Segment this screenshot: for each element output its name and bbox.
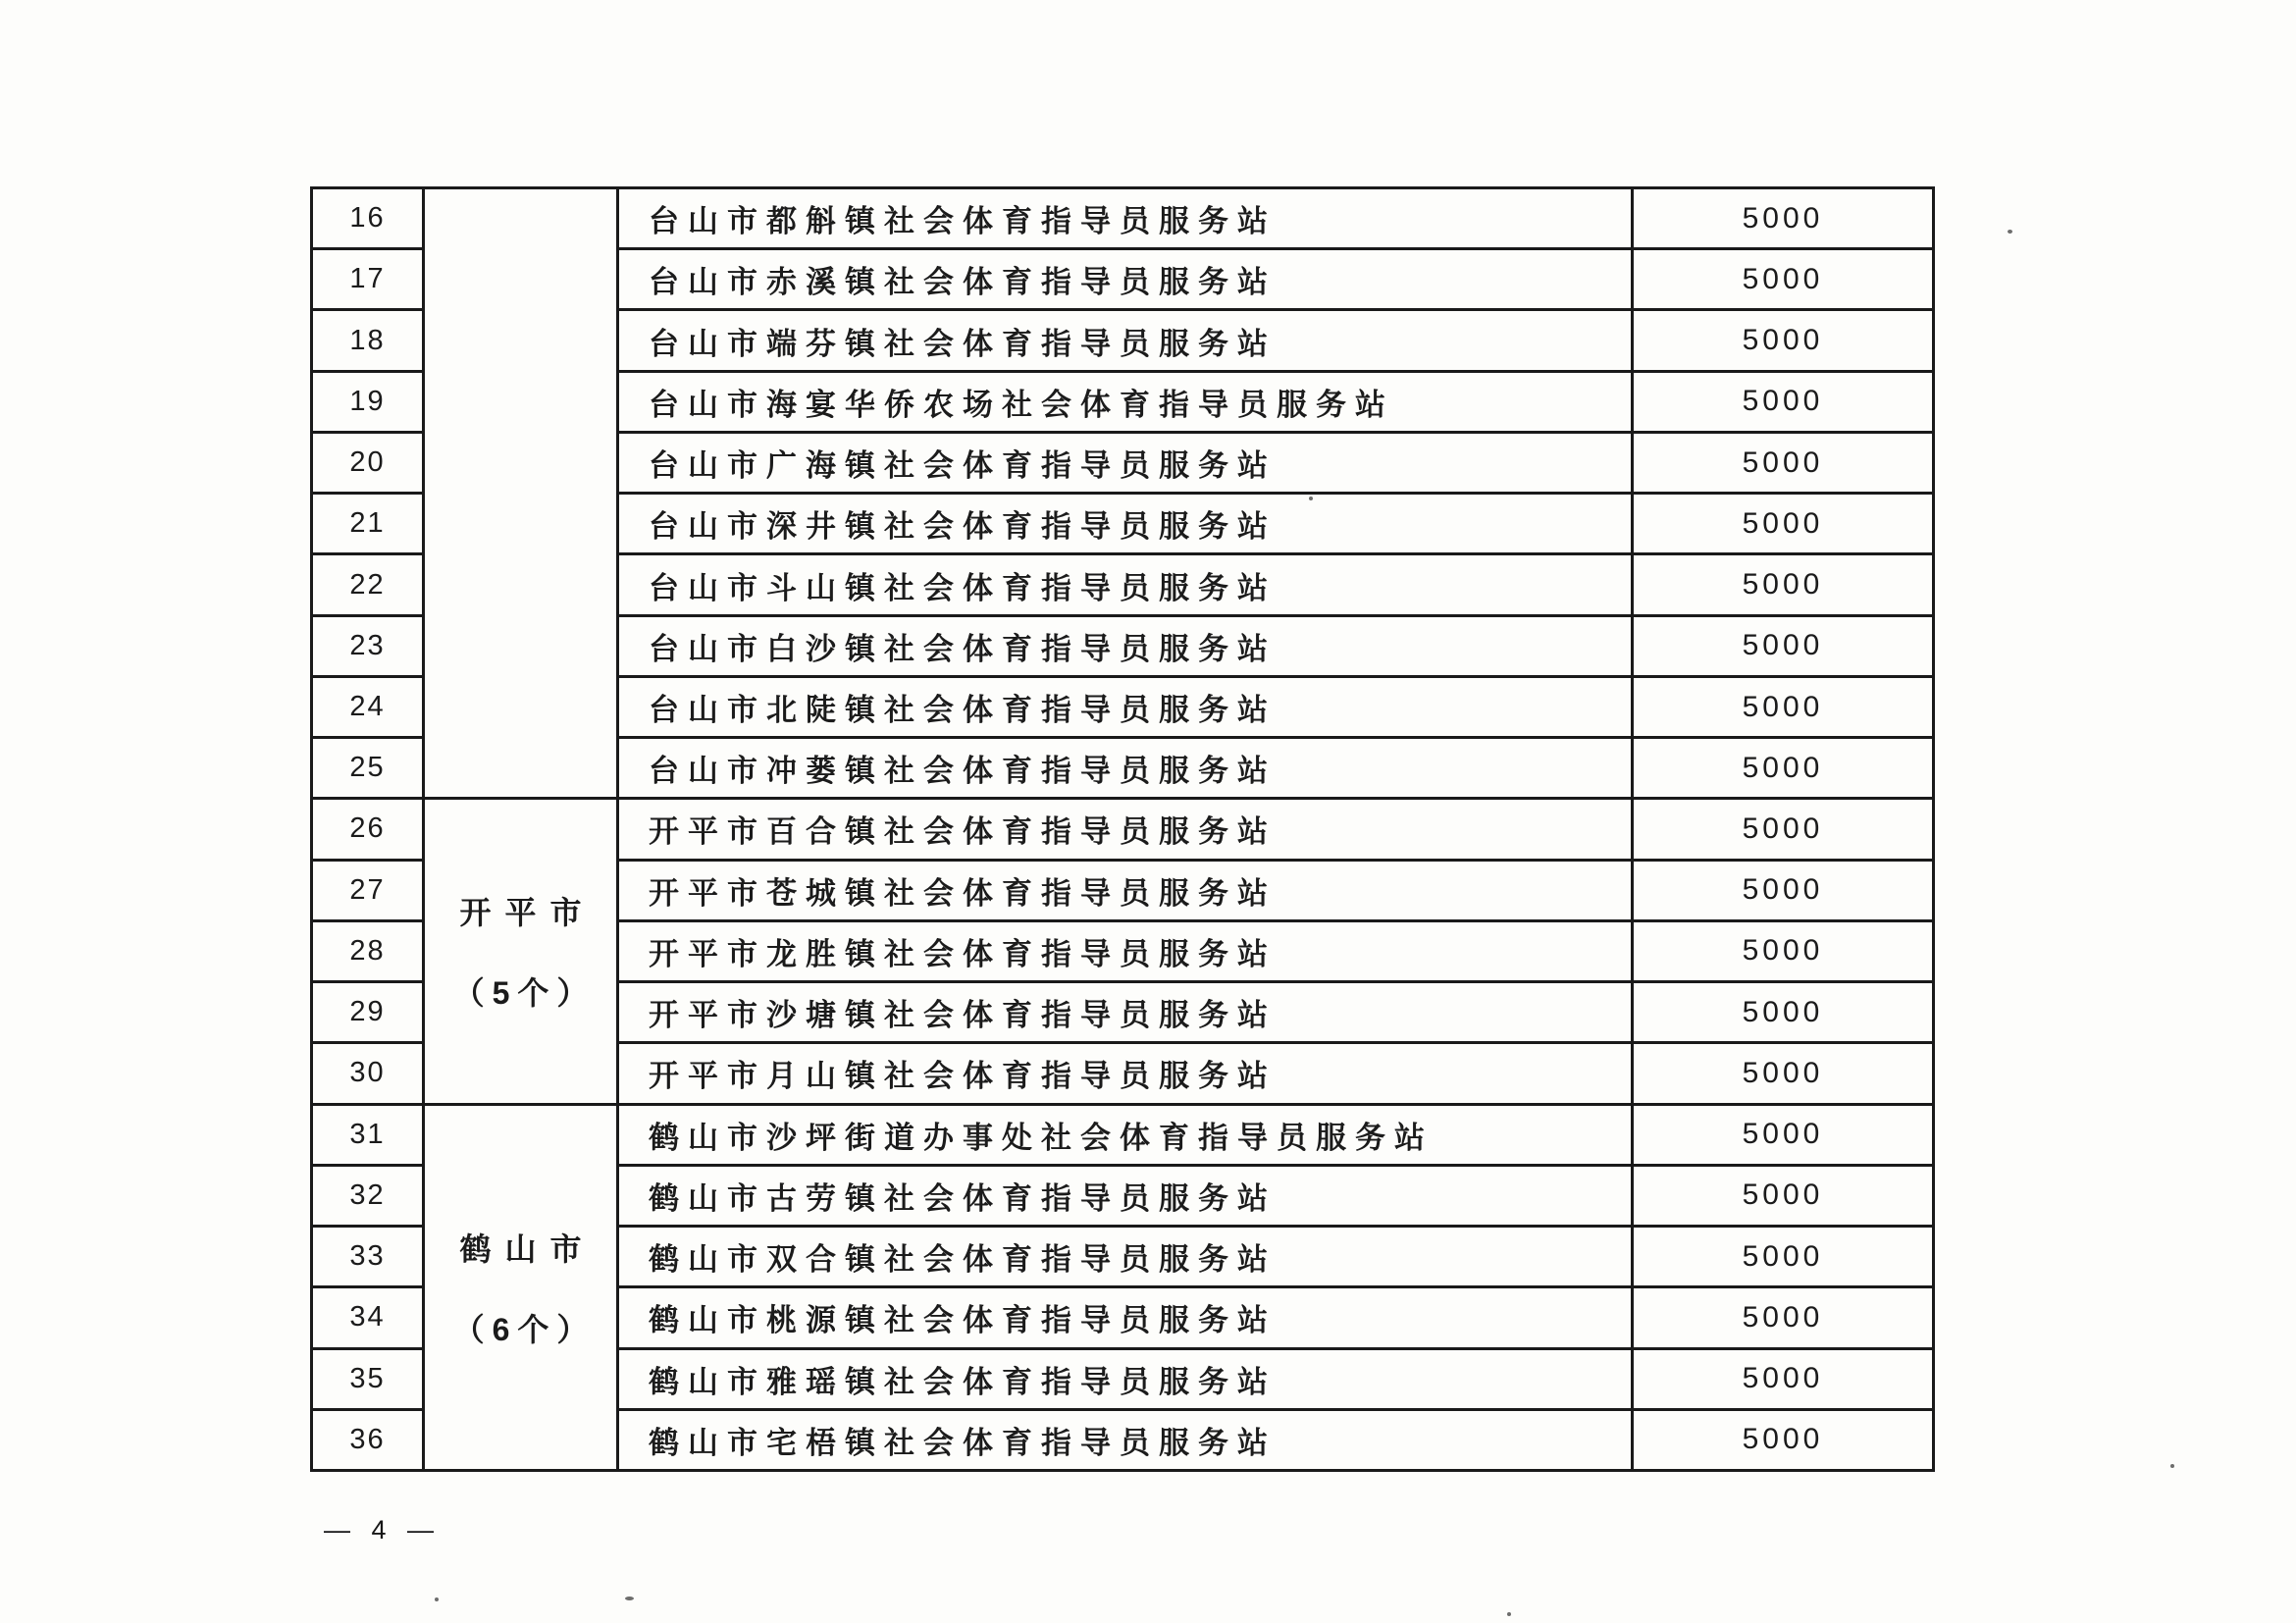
row-number-cell: 19: [313, 373, 425, 434]
amount-cell: 5000: [1634, 678, 1935, 739]
amount-cell: 5000: [1634, 862, 1935, 922]
amount-cell: 5000: [1634, 1106, 1935, 1167]
amount-cell: 5000: [1634, 250, 1935, 311]
station-name-cell: 台山市赤溪镇社会体育指导员服务站: [619, 250, 1634, 311]
scan-speck: [625, 1597, 634, 1600]
row-number-cell: 18: [313, 311, 425, 372]
scan-speck: [1309, 497, 1313, 500]
city-group-label: 开平市: [459, 895, 596, 931]
station-name-cell: 开平市月山镇社会体育指导员服务站: [619, 1044, 1634, 1105]
station-name-cell: 开平市苍城镇社会体育指导员服务站: [619, 862, 1634, 922]
scan-speck: [2170, 1464, 2174, 1468]
amount-cell: 5000: [1634, 311, 1935, 372]
page-number: — 4 —: [324, 1515, 442, 1544]
station-name-cell: 台山市冲蒌镇社会体育指导员服务站: [619, 739, 1634, 800]
row-number-cell: 30: [313, 1044, 425, 1105]
station-name-cell: 台山市海宴华侨农场社会体育指导员服务站: [619, 373, 1634, 434]
row-number-cell: 20: [313, 434, 425, 495]
station-name-cell: 开平市龙胜镇社会体育指导员服务站: [619, 922, 1634, 983]
amount-cell: 5000: [1634, 1350, 1935, 1411]
station-name-cell: 开平市百合镇社会体育指导员服务站: [619, 800, 1634, 861]
city-group-count: （5个）: [452, 975, 597, 1012]
row-number-cell: 16: [313, 189, 425, 250]
row-number-cell: 36: [313, 1411, 425, 1472]
city-group-label: 鹤山市: [459, 1230, 596, 1267]
amount-cell: 5000: [1634, 373, 1935, 434]
station-name-cell: 鹤山市双合镇社会体育指导员服务站: [619, 1228, 1634, 1288]
station-name-cell: 台山市白沙镇社会体育指导员服务站: [619, 617, 1634, 678]
city-group-cell: [425, 189, 619, 800]
amount-cell: 5000: [1634, 983, 1935, 1044]
row-number-cell: 21: [313, 495, 425, 555]
station-name-cell: 开平市沙塘镇社会体育指导员服务站: [619, 983, 1634, 1044]
city-group-count: （6个）: [452, 1311, 597, 1347]
amount-cell: 5000: [1634, 1167, 1935, 1228]
amount-cell: 5000: [1634, 434, 1935, 495]
row-number-cell: 31: [313, 1106, 425, 1167]
station-name-cell: 台山市斗山镇社会体育指导员服务站: [619, 555, 1634, 616]
station-name-cell: 鹤山市宅梧镇社会体育指导员服务站: [619, 1411, 1634, 1472]
row-number-cell: 17: [313, 250, 425, 311]
row-number-cell: 26: [313, 800, 425, 861]
amount-cell: 5000: [1634, 1288, 1935, 1349]
scan-speck: [435, 1597, 439, 1601]
row-number-cell: 27: [313, 862, 425, 922]
row-number-cell: 34: [313, 1288, 425, 1349]
amount-cell: 5000: [1634, 555, 1935, 616]
row-number-cell: 32: [313, 1167, 425, 1228]
amount-cell: 5000: [1634, 189, 1935, 250]
station-name-cell: 鹤山市古劳镇社会体育指导员服务站: [619, 1167, 1634, 1228]
amount-cell: 5000: [1634, 1411, 1935, 1472]
station-name-cell: 台山市北陡镇社会体育指导员服务站: [619, 678, 1634, 739]
amount-cell: 5000: [1634, 1228, 1935, 1288]
station-name-cell: 鹤山市桃源镇社会体育指导员服务站: [619, 1288, 1634, 1349]
row-number-cell: 22: [313, 555, 425, 616]
station-name-cell: 台山市端芬镇社会体育指导员服务站: [619, 311, 1634, 372]
amount-cell: 5000: [1634, 617, 1935, 678]
funding-table: [310, 186, 1935, 1472]
amount-cell: 5000: [1634, 1044, 1935, 1105]
row-number-cell: 35: [313, 1350, 425, 1411]
scan-speck: [1507, 1612, 1511, 1616]
station-name-cell: 台山市都斛镇社会体育指导员服务站: [619, 189, 1634, 250]
amount-cell: 5000: [1634, 495, 1935, 555]
row-number-cell: 25: [313, 739, 425, 800]
amount-cell: 5000: [1634, 800, 1935, 861]
city-group-cell: [425, 800, 619, 1105]
row-number-cell: 28: [313, 922, 425, 983]
station-name-cell: 鹤山市沙坪街道办事处社会体育指导员服务站: [619, 1106, 1634, 1167]
station-name-cell: 台山市广海镇社会体育指导员服务站: [619, 434, 1634, 495]
row-number-cell: 33: [313, 1228, 425, 1288]
city-group-cell: [425, 1106, 619, 1472]
amount-cell: 5000: [1634, 739, 1935, 800]
row-number-cell: 23: [313, 617, 425, 678]
amount-cell: 5000: [1634, 922, 1935, 983]
row-number-cell: 29: [313, 983, 425, 1044]
station-name-cell: 鹤山市雅瑶镇社会体育指导员服务站: [619, 1350, 1634, 1411]
scan-speck: [2008, 230, 2012, 234]
station-name-cell: 台山市深井镇社会体育指导员服务站: [619, 495, 1634, 555]
row-number-cell: 24: [313, 678, 425, 739]
